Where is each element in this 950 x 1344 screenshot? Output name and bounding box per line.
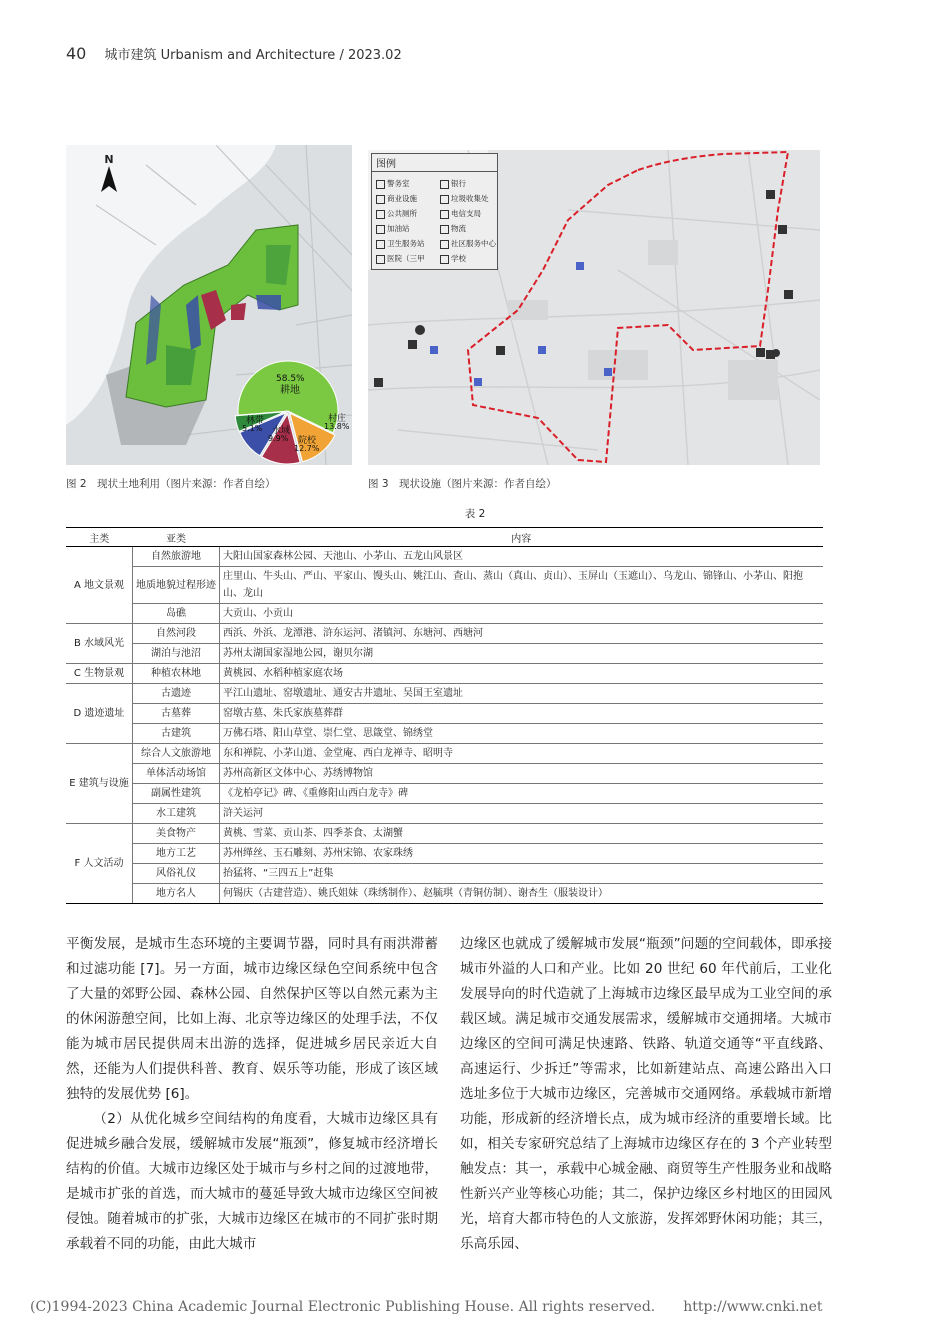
content-cell: 庄里山、牛头山、严山、平家山、馒头山、姚江山、查山、蒸山（真山、贞山）、玉屏山（玉遮山）、乌龙山、锦锋山、小茅山、阳抱山、龙山: [220, 567, 824, 604]
header-sub: 亚类: [133, 528, 220, 547]
content-cell: 东和禅院、小茅山道、金堂庵、西白龙禅寺、昭明寺: [220, 744, 824, 764]
subcategory-cell: 副属性建筑: [133, 784, 220, 804]
subcategory-cell: 湖泊与池沼: [133, 644, 220, 664]
subcategory-cell: 古遗迹: [133, 684, 220, 704]
legend-item-gas: 加油站: [376, 223, 410, 234]
subcategory-cell: 自然河段: [133, 624, 220, 644]
body-right-column: [460, 932, 832, 1257]
legend-item-police: 警务室: [376, 178, 410, 189]
legend-item-commerce: 商业设施: [376, 193, 417, 204]
main-category-cell: E 建筑与设施: [66, 744, 133, 824]
figure2-land-use-map: [66, 145, 352, 465]
figure3-caption: 图 3 现状设施（图片来源：作者自绘）: [368, 478, 557, 490]
content-cell: 浒关运河: [220, 804, 824, 824]
pie-slice-category-label: 耕地: [280, 385, 300, 396]
table-row: [66, 884, 823, 904]
header-main: 主类: [66, 528, 133, 547]
legend-item-bank: 银行: [440, 178, 466, 189]
pie-slice-percent-label: 12.7%: [294, 444, 320, 453]
community-icon: [440, 240, 449, 249]
table2-title: 表 2: [464, 508, 486, 520]
legend-item-clinic: 卫生服务站: [376, 238, 425, 249]
subcategory-cell: 美食物产: [133, 824, 220, 844]
table-row: [66, 804, 823, 824]
pie-slice-category-label: 院校: [298, 436, 317, 446]
table-row: [66, 824, 823, 844]
subcategory-cell: 单体活动场馆: [133, 764, 220, 784]
figure2-caption: 图 2 现状土地利用（图片来源：作者自绘）: [66, 478, 276, 490]
content-cell: 黄桃园、水稻种植家庭农场: [220, 664, 824, 684]
subcategory-cell: 种植农林地: [133, 664, 220, 684]
police-icon: [376, 180, 385, 189]
subcategory-cell: 地质地貌过程形迹: [133, 567, 220, 604]
truck-icon: [440, 225, 449, 234]
content-cell: 苏州高新区文体中心、苏绣博物馆: [220, 764, 824, 784]
legend-item-community: 社区服务中心: [440, 238, 496, 249]
table-header-row: [66, 528, 823, 547]
facilities-legend: [371, 153, 498, 270]
paragraph: 边缘区也就成了缓解城市发展“瓶颈”问题的空间载体，即承接城市外溢的人口和产业。比如 20 世纪 60 年代前后，工业化发展导向的时代造就了上海城市边缘区最早成为工业空间的承载区域。满足城市交通发展需求，缓解城市交通拥堵。大城市边缘区的空间可满足快速路、铁路、轨道交通等“平直线路、高速运行、少拆迁”等需求，比如新建站点、高速公路出入口选址多位于大城市边缘区，完善城市交通网络。承载城市新增功能，形成新的经济增长点，成为城市经济的重要增长域。比如，相关专家研究总结了上海城市边缘区存在的 3 个产业转型触发点：其一，承载中心城金融、商贸等生产性服务业和战略性新兴产业等核心功能；其二，保护边缘区乡村地区的田园风光，培育大都市特色的人文旅游，发挥郊野休闲功能；其三，乐高乐园、: [460, 936, 832, 1252]
table-row: [66, 644, 823, 664]
subcategory-cell: 岛礁: [133, 604, 220, 624]
content-cell: 大阳山国家森林公园、天池山、小茅山、五龙山风景区: [220, 547, 824, 567]
content-cell: 西浜、外浜、龙潭港、浒东运河、渚镇河、东塘河、西塘河: [220, 624, 824, 644]
pie-slice-percent-label: 58.5%: [276, 374, 305, 384]
pie-slice-category-label: 水域: [272, 426, 291, 436]
page-number: 40: [66, 44, 87, 63]
figure3-facilities-map: [368, 150, 820, 465]
subcategory-cell: 水工建筑: [133, 804, 220, 824]
table-row: [66, 684, 823, 704]
legend-item-logistics: 物流: [440, 223, 466, 234]
gas-station-icon: [376, 225, 385, 234]
subcategory-cell: 古建筑: [133, 724, 220, 744]
table-row: [66, 724, 823, 744]
north-arrow-icon: [98, 153, 120, 198]
subcategory-cell: 风俗礼仪: [133, 864, 220, 884]
toilet-icon: [376, 210, 385, 219]
table-row: [66, 624, 823, 644]
content-cell: 何锡庆（古建营造）、姚氏姐妹（珠绣制作）、赵毓琪（青铜仿制）、谢杏生（服装设计）: [220, 884, 824, 904]
content-cell: 抬猛将、“三四五上”赶集: [220, 864, 824, 884]
land-use-pie-chart: [232, 359, 352, 465]
legend-item-hospital: 医院（三甲: [376, 253, 425, 264]
legend-item-school: 学校: [440, 253, 466, 264]
body-left-column: [66, 932, 438, 1257]
table-row: [66, 664, 823, 684]
school-icon: [440, 255, 449, 264]
content-cell: 苏州缂丝、玉石雕刻、苏州宋锦、农家珠绣: [220, 844, 824, 864]
legend-item-garbage: 垃圾收集处: [440, 193, 489, 204]
paragraph: 平衡发展，是城市生态环境的主要调节器，同时具有雨洪滞蓄和过滤功能 [7]。另一方面，城市边缘区绿色空间系统中包含了大量的郊野公园、森林公园、自然保护区等以自然元素为主的休闲游憩空间，比如上海、北京等边缘区的处理手法，不仅能为城市居民提供周末出游的选择，促进城乡居民亲近大自然，还能为人们提供科普、教育、娱乐等功能，形成了该区域独特的发展优势 [6]。: [66, 936, 438, 1102]
table-row: [66, 567, 823, 604]
legend-title: 图例: [372, 154, 497, 172]
content-cell: 苏州太湖国家湿地公园，谢贝尔湖: [220, 644, 824, 664]
table2-body: [66, 547, 823, 904]
copyright-footer: (C)1994-2023 China Academic Journal Electronic Publishing House. All rights reserved. http://www.cnki.net: [30, 1299, 823, 1315]
table-row: [66, 764, 823, 784]
pie-slice-category-label: 林带: [246, 416, 265, 426]
content-cell: 平江山遗址、窑墩遗址、通安古井遗址、吴国王室遗址: [220, 684, 824, 704]
main-category-cell: C 生物景观: [66, 664, 133, 684]
content-cell: 《龙柏亭记》碑、《重修阳山西白龙寺》碑: [220, 784, 824, 804]
table-row: [66, 864, 823, 884]
legend-item-telecom: 电信支局: [440, 208, 481, 219]
content-cell: 大贡山、小贡山: [220, 604, 824, 624]
table-row: [66, 604, 823, 624]
subcategory-cell: 地方工艺: [133, 844, 220, 864]
north-label: N: [104, 153, 114, 166]
subcategory-cell: 地方名人: [133, 884, 220, 904]
paragraph: （2）从优化城乡空间结构的角度看，大城市边缘区具有促进城乡融合发展，缓解城市发展“瓶颈”，修复城市经济增长结构的价值。大城市边缘区处于城市与乡村之间的过渡地带，是城市扩张的首选，而大城市的蔓延导致大城市边缘区空间被侵蚀。随着城市的扩张，大城市边缘区在城市的不同扩张时期承载着不同的功能，由此大城市: [66, 1111, 438, 1252]
table-row: [66, 704, 823, 724]
content-cell: 窑墩古墓、朱氏家族墓葬群: [220, 704, 824, 724]
table2: [66, 527, 823, 904]
telecom-icon: [440, 210, 449, 219]
subcategory-cell: 古墓葬: [133, 704, 220, 724]
running-header: [66, 44, 402, 63]
pie-slice-percent-label: 9.9%: [268, 434, 289, 443]
table-row: [66, 844, 823, 864]
commerce-icon: [376, 195, 385, 204]
clinic-icon: [376, 240, 385, 249]
pie-slice-percent-label: 13.8%: [324, 422, 350, 431]
content-cell: 黄桃、雪菜、贡山茶、四季茶食、太湖蟹: [220, 824, 824, 844]
journal-title: 城市建筑 Urbanism and Architecture / 2023.02: [104, 48, 402, 63]
hospital-icon: [376, 255, 385, 264]
table-row: [66, 547, 823, 567]
header-content: 内容: [220, 528, 824, 547]
main-category-cell: A 地文景观: [66, 547, 133, 624]
bank-icon: [440, 180, 449, 189]
table-row: [66, 784, 823, 804]
main-category-cell: F 人文活动: [66, 824, 133, 904]
legend-item-toilet: 公共厕所: [376, 208, 417, 219]
content-cell: 万佛石塔、阳山草堂、崇仁堂、思箴堂、锦绣堂: [220, 724, 824, 744]
pie-slice-category-label: 村庄: [328, 414, 347, 424]
main-category-cell: B 水域风光: [66, 624, 133, 664]
garbage-icon: [440, 195, 449, 204]
table-row: [66, 744, 823, 764]
subcategory-cell: 自然旅游地: [133, 547, 220, 567]
pie-slice-percent-label: 5.1%: [242, 424, 263, 433]
subcategory-cell: 综合人文旅游地: [133, 744, 220, 764]
main-category-cell: D 遗迹遗址: [66, 684, 133, 744]
